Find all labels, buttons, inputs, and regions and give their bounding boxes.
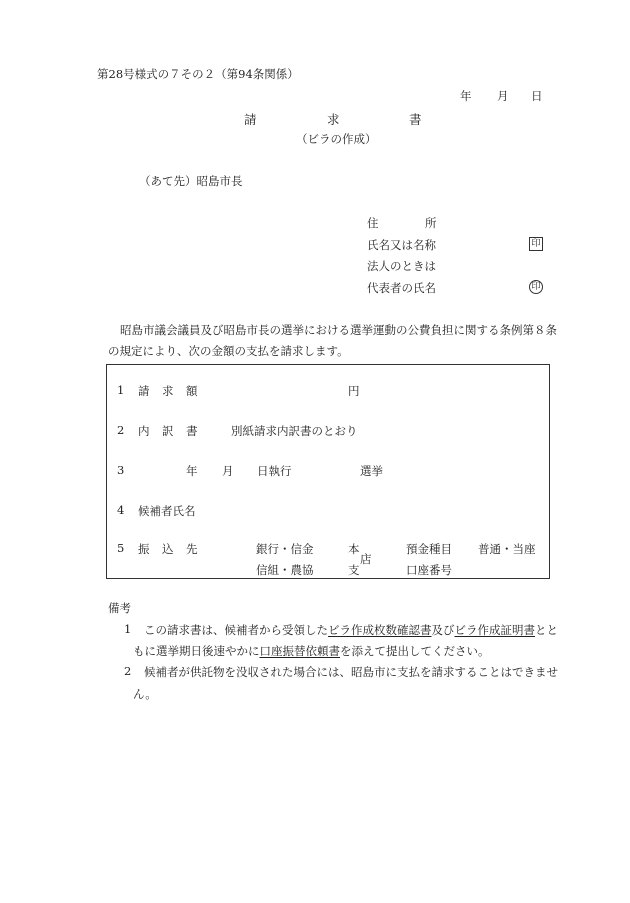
note-1-text-d: もに選挙期日後速やかに xyxy=(133,644,260,658)
date-day: 日 xyxy=(531,89,543,103)
item-1-label-a: 請 xyxy=(138,384,150,398)
date-month: 月 xyxy=(497,89,509,103)
note-2-number: 2 xyxy=(124,664,132,678)
branch-char: 支 xyxy=(348,563,360,577)
item-5-label-b: 込 xyxy=(162,542,174,556)
note-1-line-1 xyxy=(144,622,558,638)
address-label-a: 住 xyxy=(367,216,379,230)
deposit-type-options: 普通・当座 xyxy=(478,542,536,556)
form-number: 第28号様式の７その２（第94条関係） xyxy=(97,67,299,81)
yen-unit: 円 xyxy=(348,384,360,398)
pamphlet-production-certificate-ref: ビラ作成証明書 xyxy=(454,623,535,637)
title-char-1: 請 xyxy=(244,112,257,127)
account-transfer-request-ref: 口座振替依頼書 xyxy=(259,644,340,658)
notes-heading: 備考 xyxy=(108,601,131,615)
item-5-label-c: 先 xyxy=(186,542,198,556)
item-2-number: 2 xyxy=(117,423,125,437)
note-1-text-a: この請求書は、候補者から受領した xyxy=(144,623,328,637)
corporate-label: 法人のときは xyxy=(367,259,436,273)
main-office-char: 本 xyxy=(348,542,360,556)
note-1-line-2 xyxy=(133,643,490,659)
intro-line-1: 昭島市議会議員及び昭島市長の選挙における選挙運動の公費負担に関する条例第８条 xyxy=(120,323,557,337)
address-label-b: 所 xyxy=(425,216,437,230)
title-char-3: 書 xyxy=(409,112,422,127)
subtitle: （ビラの作成） xyxy=(296,132,377,146)
item-3-number: 3 xyxy=(117,463,125,477)
item-5-number: 5 xyxy=(117,541,125,555)
round-seal-icon: 印 xyxy=(529,280,543,294)
bank-type-1: 銀行・信金 xyxy=(256,542,314,556)
item-2-label-a: 内 xyxy=(138,424,150,438)
intro-line-2: の規定により、次の金額の支払を請求します。 xyxy=(108,344,349,358)
item-4-label: 候補者氏名 xyxy=(138,504,196,518)
item-2-label-c: 書 xyxy=(186,424,198,438)
branch-store-char: 店 xyxy=(360,552,372,566)
item-3-day: 日執行 xyxy=(257,464,292,478)
pamphlet-count-confirmation-ref: ビラ作成枚数確認書 xyxy=(328,623,432,637)
note-1-text-b: 及び xyxy=(431,623,455,637)
account-number-label: 口座番号 xyxy=(406,563,452,577)
item-5-label-a: 振 xyxy=(138,542,150,556)
addressee: （あて先）昭島市長 xyxy=(139,174,243,188)
item-2-text: 別紙請求内訳書のとおり xyxy=(231,424,358,438)
item-3-election: 選挙 xyxy=(360,464,383,478)
item-3-month: 月 xyxy=(222,464,234,478)
square-seal-icon: 印 xyxy=(529,237,543,251)
item-1-label-c: 額 xyxy=(186,384,198,398)
title-char-2: 求 xyxy=(327,112,340,127)
note-1-number: 1 xyxy=(124,622,132,636)
note-1-text-c: とと xyxy=(535,623,558,637)
name-label: 氏名又は名称 xyxy=(367,238,436,252)
item-1-label-b: 求 xyxy=(162,384,174,398)
deposit-type-label: 預金種目 xyxy=(406,542,452,556)
item-1-number: 1 xyxy=(117,383,125,397)
representative-label: 代表者の氏名 xyxy=(367,281,436,295)
item-2-label-b: 訳 xyxy=(162,424,174,438)
item-4-number: 4 xyxy=(117,503,125,517)
bank-type-2: 信組・農協 xyxy=(256,563,314,577)
item-3-year: 年 xyxy=(186,464,198,478)
note-2-line-2: ん。 xyxy=(133,687,157,701)
date-year: 年 xyxy=(460,89,472,103)
note-2-line-1: 候補者が供託物を没収された場合には、昭島市に支払を請求することはできませ xyxy=(144,665,558,679)
note-1-text-e: を添えて提出してください。 xyxy=(340,644,490,658)
